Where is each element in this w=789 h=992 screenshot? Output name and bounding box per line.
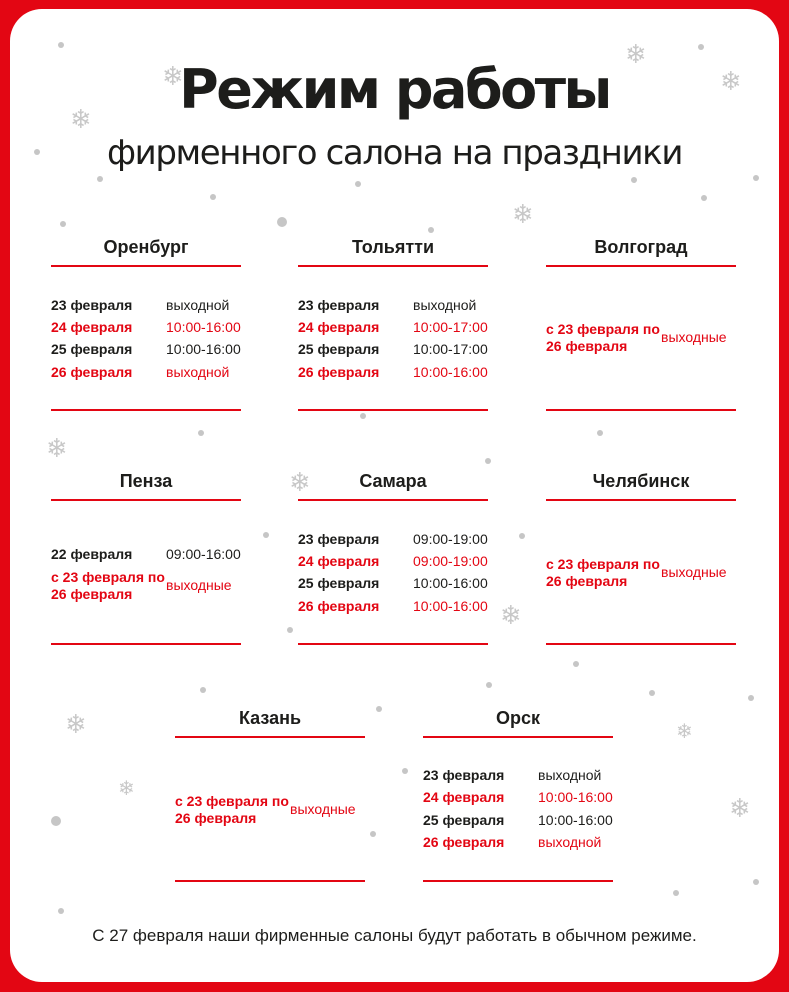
row-date: 25 февраля [298, 341, 380, 357]
row-hours: 09:00-19:00 [413, 553, 488, 569]
snowflake-icon: ❄ [65, 710, 87, 740]
row-hours: 10:00-16:00 [166, 341, 241, 357]
row-date: 24 февраля [298, 319, 380, 335]
row-hours: выходной [538, 767, 602, 783]
snowflake-icon: ❄ [720, 67, 742, 97]
schedule-row [298, 528, 498, 550]
city-penza [51, 469, 241, 645]
range-dates: с 23 февраля по 26 февраля [175, 793, 289, 826]
row-hours: 10:00-16:00 [413, 598, 488, 614]
divider [51, 643, 241, 645]
snow-dot [753, 175, 759, 181]
row-hours: 10:00-16:00 [413, 575, 488, 591]
city-kazan [175, 706, 365, 882]
range-status: выходные [661, 329, 727, 345]
divider [51, 499, 241, 501]
schedule-range [51, 569, 251, 609]
snow-dot [58, 42, 64, 48]
snowflake-icon: ❄ [46, 434, 68, 464]
schedule-card [10, 9, 779, 982]
snow-dot [51, 816, 61, 826]
footer-note: С 27 февраля наши фирменные салоны будут работать в обычном режиме. [92, 926, 697, 945]
row-hours: 10:00-16:00 [538, 789, 613, 805]
snow-dot [355, 181, 361, 187]
range-status: выходные [661, 564, 727, 580]
schedule-row [423, 786, 623, 808]
divider [298, 643, 488, 645]
snow-dot [402, 768, 408, 774]
city-orsk [423, 706, 613, 882]
schedule-row [298, 595, 498, 617]
divider [298, 409, 488, 411]
schedule-range [175, 793, 375, 833]
divider [423, 880, 613, 882]
snow-dot [198, 430, 204, 436]
row-hours: 10:00-16:00 [413, 364, 488, 380]
snow-dot [277, 217, 287, 227]
row-date: 25 февраля [51, 341, 133, 357]
snow-dot [287, 627, 293, 633]
row-date: 24 февраля [298, 553, 380, 569]
snow-dot [701, 195, 707, 201]
row-hours: выходной [538, 834, 602, 850]
row-hours: 10:00-16:00 [166, 319, 241, 335]
row-date: 25 февраля [423, 812, 505, 828]
city-name: Казань [238, 708, 302, 728]
row-date: 26 февраля [298, 598, 380, 614]
schedule-row [298, 294, 498, 316]
row-hours: 10:00-16:00 [538, 812, 613, 828]
snow-dot [698, 44, 704, 50]
snowflake-icon: ❄ [676, 719, 693, 743]
divider [546, 409, 736, 411]
city-name: Самара [359, 471, 427, 491]
schedule-row [51, 316, 251, 338]
city-samara [298, 469, 488, 645]
schedule-row [423, 809, 623, 831]
range-status: выходные [290, 801, 356, 817]
city-name: Челябинск [592, 471, 690, 491]
divider [546, 265, 736, 267]
divider [51, 265, 241, 267]
row-date: 24 февраля [423, 789, 505, 805]
divider [423, 736, 613, 738]
row-date: 26 февраля [298, 364, 380, 380]
row-hours: 10:00-17:00 [413, 341, 488, 357]
snow-dot [753, 879, 759, 885]
city-volgograd [546, 235, 736, 411]
snowflake-icon: ❄ [512, 200, 534, 230]
snow-dot [360, 413, 366, 419]
range-status: выходные [166, 577, 232, 593]
snowflake-icon: ❄ [118, 776, 135, 800]
snow-dot [573, 661, 579, 667]
snow-dot [376, 706, 382, 712]
row-date: 25 февраля [298, 575, 380, 591]
range-dates: с 23 февраля по 26 февраля [51, 569, 165, 602]
snow-dot [597, 430, 603, 436]
schedule-row [298, 338, 498, 360]
divider [298, 499, 488, 501]
schedule-row [423, 764, 623, 786]
row-date: 26 февраля [51, 364, 133, 380]
snow-dot [428, 227, 434, 233]
city-name: Оренбург [103, 237, 189, 257]
city-name: Пенза [119, 471, 173, 491]
city-name: Тольятти [351, 237, 435, 257]
snow-dot [58, 908, 64, 914]
range-dates: с 23 февраля по 26 февраля [546, 321, 660, 354]
city-tolyatti [298, 235, 488, 411]
snowflake-icon: ❄ [729, 794, 751, 824]
snowflake-icon: ❄ [289, 468, 311, 498]
snow-dot [97, 176, 103, 182]
snow-dot [649, 690, 655, 696]
divider [546, 499, 736, 501]
row-hours: выходной [166, 364, 230, 380]
snow-dot [748, 695, 754, 701]
schedule-row [298, 361, 498, 383]
schedule-range [546, 556, 746, 596]
schedule-row [423, 831, 623, 853]
divider [175, 736, 365, 738]
snow-dot [210, 194, 216, 200]
row-hours: выходной [166, 297, 230, 313]
schedule-row [51, 338, 251, 360]
row-hours: 09:00-16:00 [166, 546, 241, 562]
schedule-range [546, 321, 746, 361]
city-chelyabinsk [546, 469, 736, 645]
range-dates: с 23 февраля по 26 февраля [546, 556, 660, 589]
snow-dot [200, 687, 206, 693]
schedule-row [51, 361, 251, 383]
city-orenburg [51, 235, 241, 411]
schedule-row [298, 316, 498, 338]
row-hours: 10:00-17:00 [413, 319, 488, 335]
page-title: Режим работы [179, 58, 610, 121]
snowflake-icon: ❄ [70, 105, 92, 135]
row-date: 24 февраля [51, 319, 133, 335]
snow-dot [485, 458, 491, 464]
row-date: 23 февраля [298, 531, 380, 547]
snow-dot [519, 533, 525, 539]
divider [175, 880, 365, 882]
divider [298, 265, 488, 267]
snowflake-icon: ❄ [625, 40, 647, 70]
city-name: Орск [495, 708, 540, 728]
row-hours: выходной [413, 297, 477, 313]
divider [546, 643, 736, 645]
row-date: 23 февраля [298, 297, 380, 313]
snow-dot [631, 177, 637, 183]
schedule-row [51, 294, 251, 316]
row-date: 23 февраля [423, 767, 505, 783]
snow-dot [673, 890, 679, 896]
divider [51, 409, 241, 411]
snowflake-icon: ❄ [162, 62, 184, 92]
schedule-row [51, 543, 251, 565]
row-hours: 09:00-19:00 [413, 531, 488, 547]
snow-dot [263, 532, 269, 538]
page-subtitle: фирменного салона на праздники [106, 133, 683, 173]
snowflake-icon: ❄ [500, 601, 522, 631]
snow-dot [486, 682, 492, 688]
row-date: 23 февраля [51, 297, 133, 313]
schedule-row [298, 550, 498, 572]
city-name: Волгоград [594, 237, 688, 257]
row-date: 22 февраля [51, 546, 133, 562]
schedule-row [298, 572, 498, 594]
snow-dot [60, 221, 66, 227]
row-date: 26 февраля [423, 834, 505, 850]
